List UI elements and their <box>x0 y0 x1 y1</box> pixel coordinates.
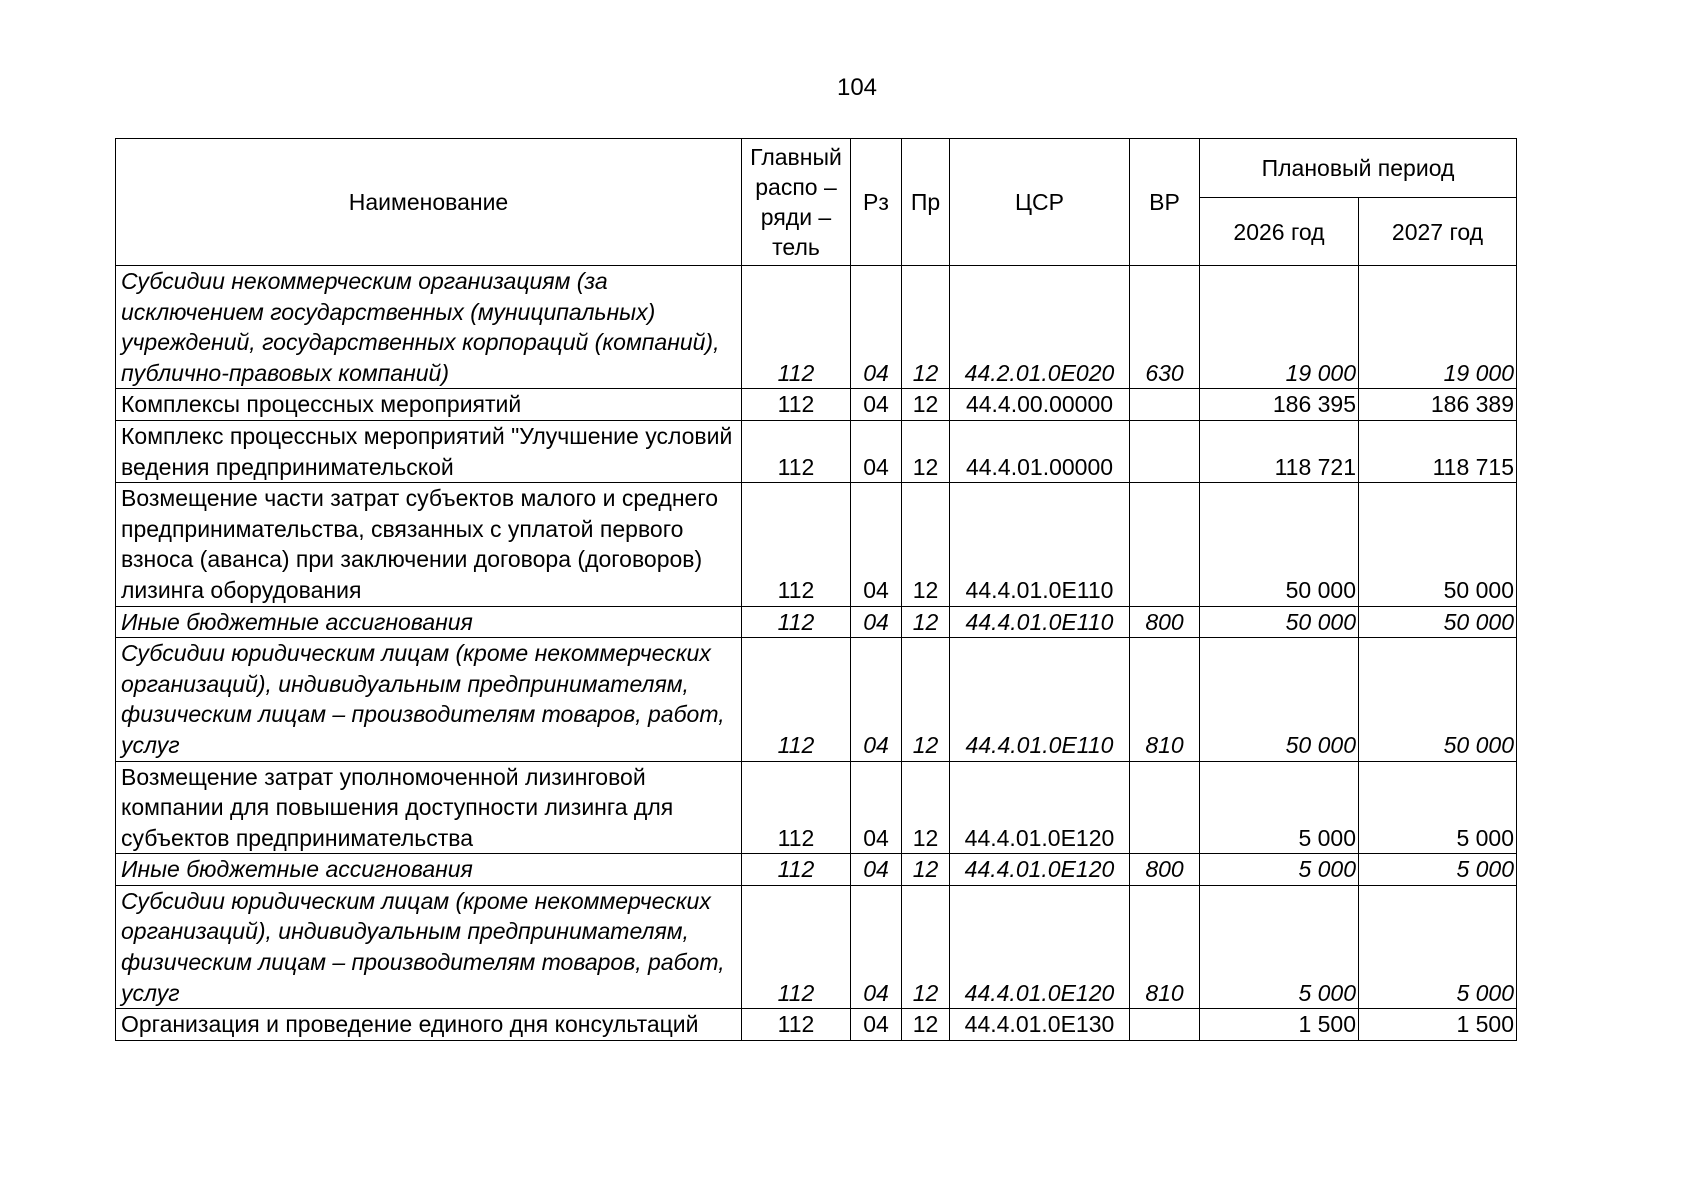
cell-csr: 44.4.01.00000 <box>950 420 1130 482</box>
cell-rz: 04 <box>851 761 902 854</box>
cell-vr: 800 <box>1130 606 1200 638</box>
cell-vr <box>1130 483 1200 606</box>
table-row <box>116 854 1517 886</box>
cell-name: Организация и проведение единого дня консультаций <box>116 1009 742 1041</box>
header-chief-admin-line-3: ряди – <box>760 204 832 230</box>
cell-rz: 04 <box>851 854 902 886</box>
cell-2027: 50 000 <box>1359 606 1517 638</box>
header-year-2027: 2027 год <box>1359 198 1517 266</box>
cell-2026: 5 000 <box>1200 854 1359 886</box>
cell-csr: 44.2.01.0Е020 <box>950 266 1130 389</box>
cell-csr: 44.4.01.0Е110 <box>950 638 1130 761</box>
header-chief-admin <box>742 139 851 266</box>
cell-rz: 04 <box>851 638 902 761</box>
header-chief-admin-line-1: Главный <box>750 144 842 170</box>
header-vr: ВР <box>1130 139 1200 266</box>
cell-vr <box>1130 1009 1200 1041</box>
header-pr: Пр <box>902 139 950 266</box>
cell-2026: 1 500 <box>1200 1009 1359 1041</box>
cell-2027: 50 000 <box>1359 483 1517 606</box>
cell-chief-admin: 112 <box>742 638 851 761</box>
cell-chief-admin: 112 <box>742 761 851 854</box>
cell-vr <box>1130 420 1200 482</box>
cell-chief-admin: 112 <box>742 483 851 606</box>
cell-pr: 12 <box>902 854 950 886</box>
cell-vr: 810 <box>1130 638 1200 761</box>
cell-pr: 12 <box>902 483 950 606</box>
cell-name: Комплекс процессных мероприятий "Улучшение условий ведения предпринимательской <box>116 420 742 482</box>
cell-chief-admin: 112 <box>742 420 851 482</box>
table-row <box>116 389 1517 421</box>
cell-vr: 800 <box>1130 854 1200 886</box>
cell-name: Возмещение затрат уполномоченной лизинговой компании для повышения доступности лизинга для субъектов предпринимательства <box>116 761 742 854</box>
cell-pr: 12 <box>902 389 950 421</box>
cell-pr: 12 <box>902 1009 950 1041</box>
header-rz: Рз <box>851 139 902 266</box>
cell-rz: 04 <box>851 389 902 421</box>
cell-2027: 5 000 <box>1359 854 1517 886</box>
cell-vr: 630 <box>1130 266 1200 389</box>
cell-vr: 810 <box>1130 885 1200 1008</box>
cell-pr: 12 <box>902 638 950 761</box>
cell-rz: 04 <box>851 885 902 1008</box>
cell-2027: 186 389 <box>1359 389 1517 421</box>
cell-2026: 19 000 <box>1200 266 1359 389</box>
cell-pr: 12 <box>902 420 950 482</box>
budget-table <box>115 138 1517 1041</box>
cell-name: Субсидии юридическим лицам (кроме некоммерческих организаций), индивидуальным предпринимателям, физическим лицам – производителям товаров, работ, услуг <box>116 885 742 1008</box>
cell-chief-admin: 112 <box>742 389 851 421</box>
cell-2027: 5 000 <box>1359 761 1517 854</box>
cell-2026: 50 000 <box>1200 606 1359 638</box>
cell-vr <box>1130 389 1200 421</box>
cell-pr: 12 <box>902 606 950 638</box>
header-csr: ЦСР <box>950 139 1130 266</box>
table-row <box>116 885 1517 1008</box>
cell-2027: 50 000 <box>1359 638 1517 761</box>
cell-2026: 5 000 <box>1200 885 1359 1008</box>
table-row <box>116 483 1517 606</box>
cell-2026: 186 395 <box>1200 389 1359 421</box>
cell-chief-admin: 112 <box>742 854 851 886</box>
cell-name: Комплексы процессных мероприятий <box>116 389 742 421</box>
header-name: Наименование <box>116 139 742 266</box>
cell-pr: 12 <box>902 761 950 854</box>
table-row <box>116 266 1517 389</box>
cell-chief-admin: 112 <box>742 1009 851 1041</box>
cell-csr: 44.4.01.0Е120 <box>950 885 1130 1008</box>
cell-chief-admin: 112 <box>742 885 851 1008</box>
cell-rz: 04 <box>851 483 902 606</box>
cell-pr: 12 <box>902 266 950 389</box>
cell-name: Иные бюджетные ассигнования <box>116 606 742 638</box>
cell-2026: 118 721 <box>1200 420 1359 482</box>
cell-2026: 50 000 <box>1200 638 1359 761</box>
table-row <box>116 1009 1517 1041</box>
cell-2027: 1 500 <box>1359 1009 1517 1041</box>
table-row <box>116 420 1517 482</box>
cell-2027: 19 000 <box>1359 266 1517 389</box>
table-body <box>116 266 1517 1041</box>
cell-csr: 44.4.01.0Е110 <box>950 483 1130 606</box>
cell-rz: 04 <box>851 1009 902 1041</box>
table-row <box>116 761 1517 854</box>
cell-2027: 5 000 <box>1359 885 1517 1008</box>
header-chief-admin-line-4: тель <box>772 234 820 260</box>
cell-csr: 44.4.01.0Е110 <box>950 606 1130 638</box>
table-row <box>116 638 1517 761</box>
page-number: 104 <box>836 74 878 101</box>
cell-vr <box>1130 761 1200 854</box>
cell-2027: 118 715 <box>1359 420 1517 482</box>
cell-name: Субсидии некоммерческим организациям (за исключением государственных (муниципальных) учреждений, государственных корпораций (компаний), публично-правовых компаний) <box>116 266 742 389</box>
cell-chief-admin: 112 <box>742 606 851 638</box>
cell-csr: 44.4.01.0Е120 <box>950 854 1130 886</box>
cell-rz: 04 <box>851 266 902 389</box>
header-year-2026: 2026 год <box>1200 198 1359 266</box>
cell-csr: 44.4.01.0Е120 <box>950 761 1130 854</box>
cell-csr: 44.4.00.00000 <box>950 389 1130 421</box>
cell-csr: 44.4.01.0Е130 <box>950 1009 1130 1041</box>
header-planned-period: Плановый период <box>1200 139 1517 198</box>
table-row <box>116 606 1517 638</box>
cell-name: Возмещение части затрат субъектов малого и среднего предпринимательства, связанных с уплатой первого взноса (аванса) при заключении договора (договоров) лизинга оборудования <box>116 483 742 606</box>
cell-pr: 12 <box>902 885 950 1008</box>
cell-rz: 04 <box>851 420 902 482</box>
cell-name: Субсидии юридическим лицам (кроме некоммерческих организаций), индивидуальным предпринимателям, физическим лицам – производителям товаров, работ, услуг <box>116 638 742 761</box>
cell-chief-admin: 112 <box>742 266 851 389</box>
cell-2026: 5 000 <box>1200 761 1359 854</box>
cell-2026: 50 000 <box>1200 483 1359 606</box>
header-chief-admin-line-2: распо – <box>755 174 837 200</box>
cell-rz: 04 <box>851 606 902 638</box>
cell-name: Иные бюджетные ассигнования <box>116 854 742 886</box>
